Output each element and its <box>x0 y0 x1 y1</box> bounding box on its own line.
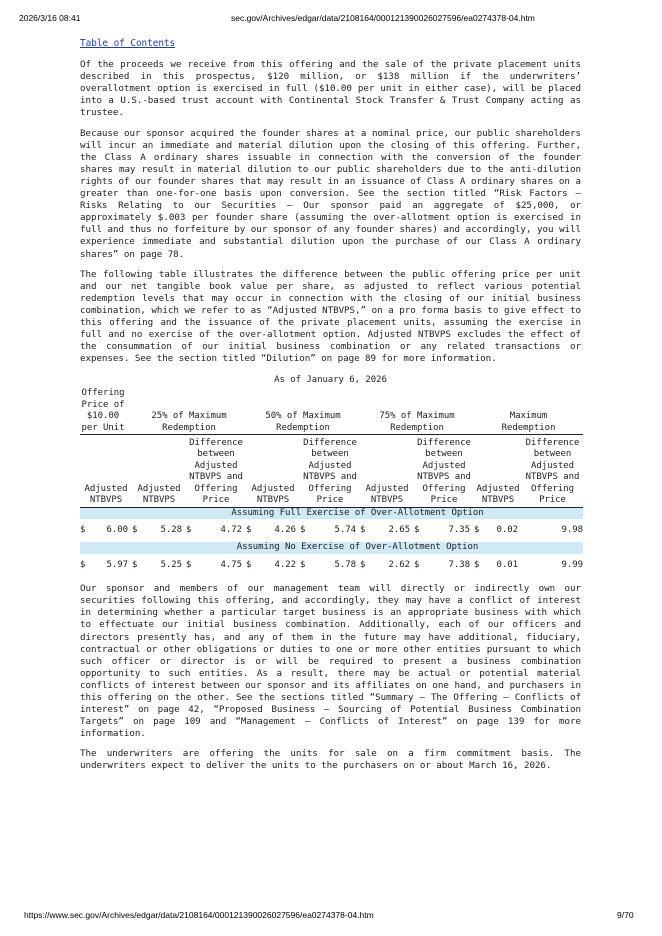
dilution-table <box>80 388 583 571</box>
group-header-50: 50% of Maximum Redemption <box>246 388 360 434</box>
col-adjusted-ntbvps: Adjusted NTBVPS <box>360 435 414 507</box>
col-difference: Difference between Adjusted NTBVPS and Offering Price <box>186 435 246 507</box>
col-adjusted-ntbvps: Adjusted NTBVPS <box>80 435 132 507</box>
page-counter: 9/70 <box>617 910 634 920</box>
col-adjusted-ntbvps: Adjusted NTBVPS <box>246 435 300 507</box>
print-url-header: sec.gov/Archives/edgar/data/2108164/000121390026027596/ea0274378-04.htm <box>231 13 535 23</box>
offering-price-header: Offering Price of $10.00 per Unit <box>80 388 132 434</box>
section-title: Assuming Full Exercise of Over-Allotment Option <box>132 507 583 519</box>
paragraph-table-intro: The following table illustrates the difference between the public offering price per unit and our net tangible book value per share, as adjusted to reflect various potential redemption levels that may occur in connection with the closing of our initial business combination, which we refer to as “Adjusted NTBVPS,” on a pro forma basis to give effect to this offering and the issuance of the private placement units, assuming the exercise in full and no exercise of the over-allotment option. Adjusted NTBVPS excludes the effect of the consummation of our initial business combination or any related transactions or expenses. See the section titled “Dilution” on page 89 for more information. <box>80 268 581 365</box>
col-difference: Difference between Adjusted NTBVPS and Offering Price <box>522 435 583 507</box>
table-of-contents-link[interactable]: Table of Contents <box>80 38 176 49</box>
table-header-groups <box>80 388 583 434</box>
document-body <box>80 38 584 781</box>
paragraph-proceeds: Of the proceeds we receive from this offering and the sale of the private placement units described in this prospectus, $120 million, or $138 million if the underwriters’ overallotment option is exercised in full ($10.00 per unit in either case), will be placed into a U.S.-based trust account with Continental Stock Transfer & Trust Company acting as trustee. <box>80 59 581 119</box>
col-adjusted-ntbvps: Adjusted NTBVPS <box>132 435 186 507</box>
section-title: Assuming No Exercise of Over-Allotment Option <box>132 542 583 553</box>
col-difference: Difference between Adjusted NTBVPS and Offering Price <box>414 435 474 507</box>
paragraph-dilution: Because our sponsor acquired the founder shares at a nominal price, our public shareholders will incur an immediate and material dilution upon the closing of this offering. Further, the Class A ordinary shares issuable in connection with the conversion of the founder shares may result in material dilution to our public shareholders due to the anti-dilution rights of our founder shares that may result in an issuance of Class A ordinary shares on a greater than one-for-one basis upon conversion. See the section titled “Risk Factors — Risks Relating to our Securities — Our sponsor paid an aggregate of $25,000, or approximately $.003 per founder share (assuming the over-allotment option is exercised in full and thus no forfeiture by our sponsor of any founder shares) and accordingly, you will experience immediate and substantial dilution upon the purchase of our Class A ordinary shares” on page 78. <box>80 127 581 260</box>
group-header-75: 75% of Maximum Redemption <box>360 388 474 434</box>
table-header-columns <box>80 435 583 507</box>
col-difference: Difference between Adjusted NTBVPS and Offering Price <box>300 435 360 507</box>
col-adjusted-ntbvps: Adjusted NTBVPS <box>474 435 522 507</box>
table-row: $ 5.97 $ 5.25 $ 4.75 $ 4.22 $ 5.78 $ 2.62 $ 7.38 $ 0.01 9.99 <box>80 559 584 570</box>
section-band-full-exercise <box>80 507 583 519</box>
print-timestamp: 2026/3/16 08:41 <box>19 13 81 23</box>
section-band-no-exercise <box>80 542 583 553</box>
print-url-footer: https://www.sec.gov/Archives/edgar/data/2108164/000121390026027596/ea0274378-04.htm <box>24 910 374 920</box>
group-header-max: Maximum Redemption <box>474 388 583 434</box>
paragraph-underwriters: The underwriters are offering the units for sale on a firm commitment basis. The underwriters expect to deliver the units to the purchasers on or about March 16, 2026. <box>80 748 581 772</box>
group-header-25: 25% of Maximum Redemption <box>132 388 246 434</box>
table-row: $ 6.00 $ 5.28 $ 4.72 $ 4.26 $ 5.74 $ 2.65 $ 7.35 $ 0.02 9.98 <box>80 524 584 535</box>
table-as-of-date: As of January 6, 2026 <box>274 375 387 386</box>
paragraph-conflicts: Our sponsor and members of our management team will directly or indirectly own our securities following this offering, and accordingly, they may have a conflict of interest in determining whether a particular target business is an appropriate business with which to effectuate our initial business combination. Additionally, each of our officers and directors presently has, and any of them in the future may have additional, fiduciary, contractual or other obligations or duties to one or more other entities pursuant to which such officer or director is or will be required to present a business combination opportunity to such entities. As a result, there may be actual or potential material conflicts of interest between our sponsor and its affiliates on one hand, and purchasers in this offering on the other. See the sections titled “Summary — The Offering — Conflicts of interest” on page 42, “Proposed Business — Sourcing of Potential Business Combination Targets” on page 109 and “Management — Conflicts of Interest” on page 139 for more information. <box>80 583 581 740</box>
